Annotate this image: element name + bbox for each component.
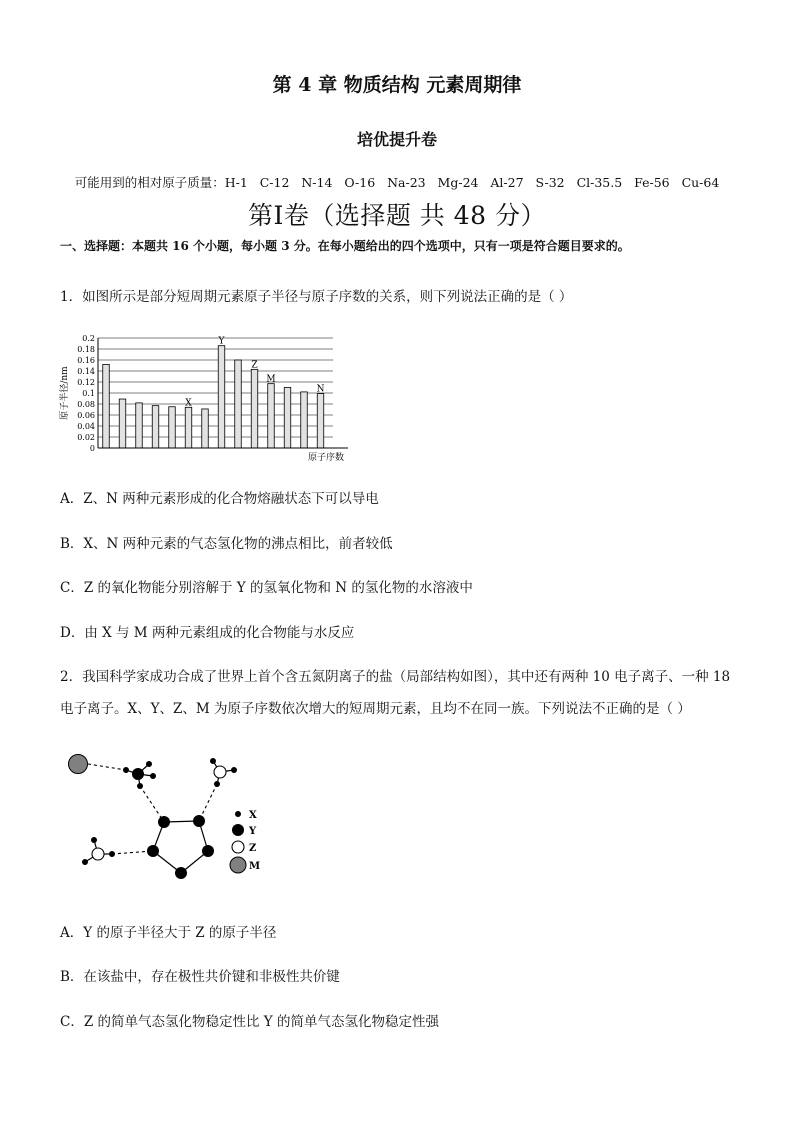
chart-bar bbox=[119, 399, 126, 448]
question-2-stem-line-2: 电子离子。X、Y、Z、M 为原子序数依次增大的短周期元素，且均不在同一族。下列说法不正确的是（ ） bbox=[60, 701, 691, 717]
radius-chart bbox=[58, 330, 358, 468]
pentazolate-structure-diagram bbox=[60, 748, 300, 888]
legend-m-label: M bbox=[249, 861, 261, 872]
mass-item: O-16 bbox=[344, 175, 376, 190]
paper-subtitle: 培优提升卷 bbox=[356, 130, 437, 149]
atom-x bbox=[146, 761, 152, 767]
mass-item: Fe-56 bbox=[634, 175, 670, 190]
chart-bar bbox=[218, 346, 225, 448]
chart-bar bbox=[185, 407, 192, 448]
mass-item: N-14 bbox=[301, 175, 333, 190]
chart-bar bbox=[136, 403, 143, 448]
mass-item: Al-27 bbox=[490, 175, 524, 190]
chart-bars bbox=[103, 346, 324, 448]
atom-y bbox=[202, 845, 214, 857]
legend-y-label: Y bbox=[249, 826, 257, 837]
chart-bar bbox=[268, 384, 275, 448]
y-tick-label: 0.14 bbox=[77, 367, 95, 376]
atom-x bbox=[137, 783, 143, 789]
legend-x-label: X bbox=[249, 810, 257, 821]
y-tick-label: 0.06 bbox=[77, 411, 95, 420]
y-tick-label: 0.02 bbox=[77, 433, 95, 442]
atomic-masses-line bbox=[0, 173, 794, 191]
question-2-stem-line-1: 2．我国科学家成功合成了世界上首个含五氮阴离子的盐（局部结构如图），其中还有两种 10 电子离子、一种 18 bbox=[60, 669, 731, 685]
mass-item: Cu-64 bbox=[681, 175, 720, 190]
mass-item: S-32 bbox=[535, 175, 565, 190]
chart-grid bbox=[98, 338, 333, 437]
chart-y-ticks bbox=[77, 334, 95, 453]
y-tick-label: 0.2 bbox=[82, 334, 95, 343]
mass-item: Na-23 bbox=[387, 175, 426, 190]
bar-label: X bbox=[185, 398, 192, 409]
legend-y-symbol bbox=[232, 824, 244, 836]
diagram-atoms bbox=[69, 755, 238, 880]
atom-y bbox=[158, 816, 170, 828]
chart-bar bbox=[169, 407, 176, 448]
legend-z-symbol bbox=[232, 841, 244, 853]
bar-label: N bbox=[316, 384, 325, 395]
bar-label: Y bbox=[218, 336, 225, 347]
bar-label: Z bbox=[251, 360, 258, 371]
legend-z-label: Z bbox=[249, 843, 257, 854]
chart-bar bbox=[103, 364, 110, 448]
atom-x bbox=[210, 758, 216, 764]
chart-bar bbox=[251, 369, 258, 448]
legend-x-symbol bbox=[235, 811, 241, 817]
atom-m bbox=[69, 755, 88, 774]
y-tick-label: 0 bbox=[89, 444, 95, 453]
chart-bar bbox=[202, 409, 209, 448]
q1-option-d[interactable]: D．由 X 与 M 两种元素组成的化合物能与水反应 bbox=[60, 625, 355, 641]
mass-item: C-12 bbox=[259, 175, 290, 190]
mass-item: Mg-24 bbox=[437, 175, 479, 190]
atom-x bbox=[150, 773, 156, 779]
chart-bar bbox=[317, 394, 324, 448]
atom-y bbox=[193, 815, 205, 827]
legend-m-symbol bbox=[230, 857, 246, 873]
bar-label: M bbox=[266, 374, 276, 385]
chart-bar bbox=[152, 406, 159, 448]
q2-option-b[interactable]: B．在该盐中，存在极性共价键和非极性共价键 bbox=[60, 969, 340, 985]
section-title: 第Ⅰ卷（选择题 共 48 分） bbox=[247, 201, 547, 230]
y-axis-label: 原子半径/nm bbox=[60, 366, 70, 420]
y-tick-label: 0.04 bbox=[77, 422, 95, 431]
q1-option-a[interactable]: A．Z、N 两种元素形成的化合物熔融状态下可以导电 bbox=[60, 491, 379, 507]
chart-bar bbox=[284, 388, 291, 449]
q2-option-a[interactable]: A．Y 的原子半径大于 Z 的原子半径 bbox=[60, 925, 277, 941]
diagram-bonds bbox=[85, 761, 234, 873]
y-tick-label: 0.18 bbox=[77, 345, 95, 354]
y-tick-label: 0.16 bbox=[77, 356, 95, 365]
atom-x bbox=[82, 859, 88, 865]
x-axis-label: 原子序数 bbox=[308, 453, 345, 463]
diagram-legend bbox=[230, 810, 260, 873]
y-tick-label: 0.1 bbox=[82, 389, 95, 398]
atom-x bbox=[214, 781, 220, 787]
atom-z bbox=[214, 766, 226, 778]
atom-y bbox=[147, 845, 159, 857]
mass-item: H-1 bbox=[224, 175, 248, 190]
mass-item: Cl-35.5 bbox=[576, 175, 623, 190]
section-instruction: 一、选择题：本题共 16 个小题，每小题 3 分。在每小题给出的四个选项中，只有一项是符合题目要求的。 bbox=[60, 239, 630, 253]
atom-x bbox=[91, 837, 97, 843]
chart-bar bbox=[301, 392, 308, 448]
chapter-title: 第 4 章 物质结构 元素周期律 bbox=[272, 74, 522, 96]
q1-option-b[interactable]: B．X、N 两种元素的气态氢化物的沸点相比，前者较低 bbox=[60, 536, 393, 552]
y-tick-label: 0.08 bbox=[77, 400, 95, 409]
y-tick-label: 0.12 bbox=[77, 378, 95, 387]
q1-option-c[interactable]: C．Z 的氧化物能分别溶解于 Y 的氢氧化物和 N 的氢化物的水溶液中 bbox=[60, 580, 473, 596]
atom-x bbox=[231, 767, 237, 773]
atom-z bbox=[92, 848, 104, 860]
q2-option-c[interactable]: C．Z 的简单气态氢化物稳定性比 Y 的简单气态氢化物稳定性强 bbox=[60, 1014, 439, 1030]
atomic-masses-label: 可能用到的相对原子质量： bbox=[74, 175, 225, 190]
chart-bar bbox=[235, 360, 242, 448]
atom-x bbox=[123, 767, 129, 773]
atom-y bbox=[175, 867, 187, 879]
atom-y bbox=[132, 768, 144, 780]
question-1-stem: 1．如图所示是部分短周期元素原子半径与原子序数的关系，则下列说法正确的是（ ） bbox=[60, 289, 573, 305]
atom-x bbox=[109, 851, 115, 857]
